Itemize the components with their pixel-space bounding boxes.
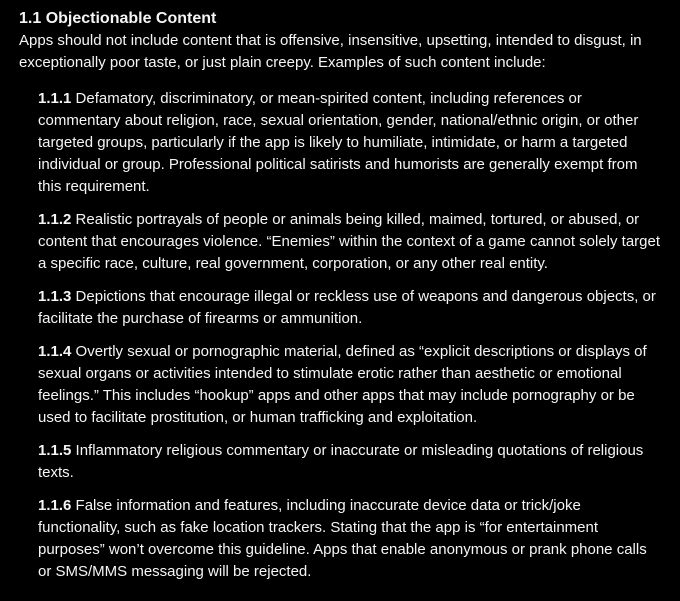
guideline-list (19, 88, 662, 583)
item-text: Defamatory, discriminatory, or mean-spirited content, including references or commentary about religion, race, sexual orientation, gender, national/ethnic origin, or other targeted groups, particularly if the app is likely to humiliate, intimidate, or harm a targeted individual or group. Professional political satirists and humorists are generally exempt from this requirement. (38, 90, 639, 195)
guideline-item-1-1-5 (38, 440, 662, 484)
item-text: Inflammatory religious commentary or inaccurate or misleading quotations of religious texts. (38, 442, 644, 481)
guideline-item-1-1-2 (38, 209, 662, 275)
section-title: 1.1 Objectionable Content (19, 10, 217, 27)
item-number: 1.1.6 (38, 497, 72, 514)
guideline-item-1-1-3 (38, 286, 662, 330)
item-number: 1.1.4 (38, 343, 72, 360)
item-text: False information and features, including inaccurate device data or trick/joke functionality, such as fake location trackers. Stating that the app is “for entertainment purposes” won’t overcome this guideline. Apps that enable anonymous or prank phone calls or SMS/MMS messaging will be rejected. (38, 497, 647, 580)
item-number: 1.1.5 (38, 442, 72, 459)
item-text: Realistic portrayals of people or animals being killed, maimed, tortured, or abused, or content that encourages violence. “Enemies” within the context of a game cannot solely target a specific race, culture, real government, corporation, or any other real entity. (38, 211, 661, 272)
guideline-item-1-1-4 (38, 341, 662, 429)
guideline-item-1-1-6 (38, 495, 662, 583)
guideline-item-1-1-1 (38, 88, 662, 198)
item-number: 1.1.2 (38, 211, 72, 228)
item-number: 1.1.3 (38, 288, 72, 305)
item-text: Depictions that encourage illegal or reckless use of weapons and dangerous objects, or facilitate the purchase of firearms or ammunition. (38, 288, 656, 327)
item-text: Overtly sexual or pornographic material, defined as “explicit descriptions or displays of sexual organs or activities intended to stimulate erotic rather than aesthetic or emotional feelings.” This includes “hookup” apps and other apps that may include pornography or be used to facilitate prostitution, or human trafficking and exploitation. (38, 343, 647, 426)
section-intro: Apps should not include content that is offensive, insensitive, upsetting, intended to disgust, in exceptionally poor taste, or just plain creepy. Examples of such content include: (19, 32, 642, 71)
item-number: 1.1.1 (38, 90, 72, 107)
